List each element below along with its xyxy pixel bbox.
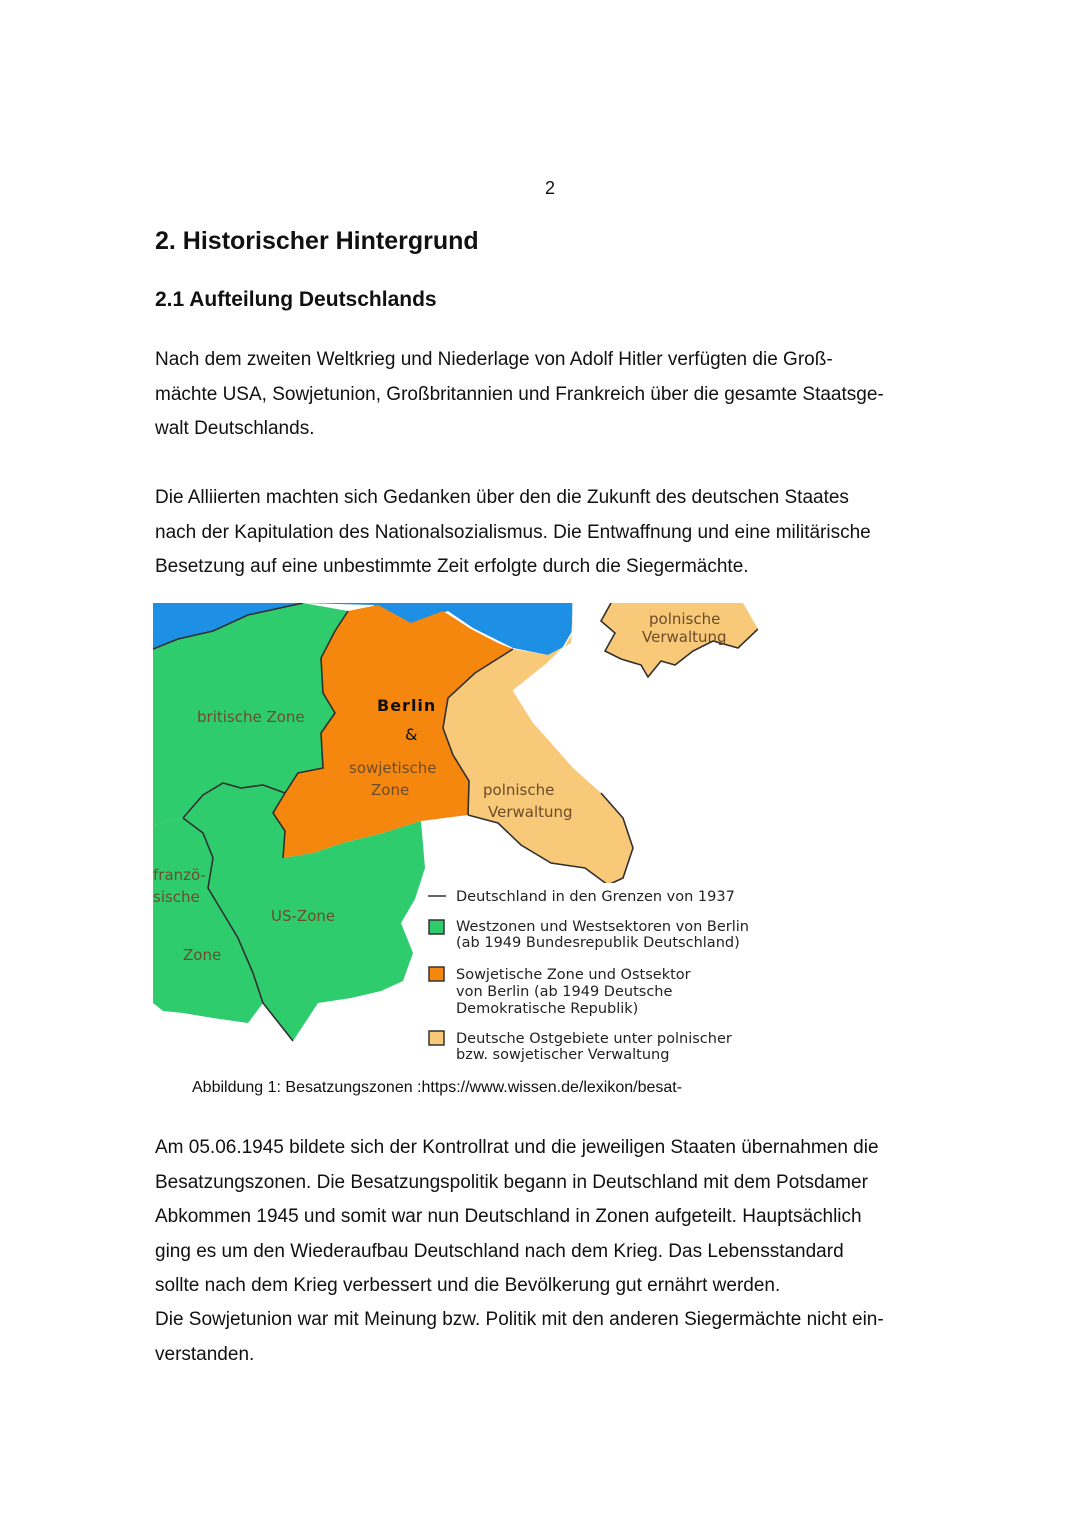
svg-text:&: & [405,725,418,744]
legend-east-swatch [429,1031,444,1045]
legend-west-swatch [429,920,444,934]
label-polish-mid-2: Verwaltung [488,803,573,821]
label-polish-mid-1: polnische [483,781,555,799]
paragraph-line: Nach dem zweiten Weltkrieg und Niederlage von Adolf Hitler verfügten die Groß- [155,349,833,370]
legend-border-text: Deutschland in den Grenzen von 1937 [456,889,735,905]
paragraph-line: Besatzungszonen. Die Besatzungspolitik begann in Deutschland mit dem Potsdamer [155,1171,868,1193]
legend-soviet-text-1: Sowjetische Zone und Ostsektor [456,967,691,983]
legend-east-text-2: bzw. sowjetischer Verwaltung [456,1047,670,1063]
legend-soviet-swatch [429,967,444,981]
occupation-zones-map [153,603,758,1065]
paragraph-line: Die Alliierten machten sich Gedanken über den die Zukunft des deutschen Staates [155,487,849,508]
map-legend [421,883,758,1065]
figure-caption: Abbildung 1: Besatzungszonen :https://www.wissen.de/lexikon/besat- [192,1079,683,1096]
paragraph-line: verstanden. [155,1343,255,1365]
berlin-marker [405,725,417,744]
label-polish-top-1: polnische [649,610,721,628]
section-heading: 2. Historischer Hintergrund [155,227,479,255]
legend-west-text-1: Westzonen und Westsektoren von Berlin [456,919,750,935]
page-number: 2 [544,178,555,198]
label-polish-top-2: Verwaltung [642,628,727,646]
legend-soviet-text-3: Demokratische Republik) [456,1001,639,1017]
paragraph-soviet-union [155,1303,945,1372]
paragraph-line: ging es um den Wiederaufbau Deutschland nach dem Krieg. Das Lebensstandard [155,1240,844,1262]
paragraph-line: Abkommen 1945 und somit war nun Deutschland in Zonen aufgeteilt. Hauptsächlich [155,1206,862,1228]
label-soviet-zone-1: sowjetische [349,759,437,777]
paragraph-line: walt Deutschlands. [155,418,315,440]
paragraph-allies [155,481,945,585]
paragraph-line: Die Sowjetunion war mit Meinung bzw. Politik mit den anderen Siegermächte nicht ein- [155,1309,884,1330]
label-berlin: Berlin [377,696,437,715]
subsection-heading: 2.1 Aufteilung Deutschlands [155,288,437,311]
label-french-2: sische [153,888,200,906]
paragraph-line: Am 05.06.1945 bildete sich der Kontrollrat und die jeweiligen Staaten übernahmen die [155,1137,879,1158]
paragraph-line: Besetzung auf eine unbestimmte Zeit erfolgte durch die Siegermächte. [155,556,749,578]
label-french-3: Zone [183,946,222,964]
legend-east-text-1: Deutsche Ostgebiete unter polnischer [456,1031,732,1047]
label-us-zone: US-Zone [271,907,336,925]
legend-west-text-2: (ab 1949 Bundesrepublik Deutschland) [456,935,740,951]
paragraph-control-council [155,1131,945,1304]
label-french-1: franzö- [153,866,206,884]
paragraph-line: sollte nach dem Krieg verbessert und die Bevölkerung gut ernährt werden. [155,1275,781,1297]
paragraph-intro [155,343,945,447]
label-british-zone: britische Zone [197,708,305,726]
paragraph-line: nach der Kapitulation des Nationalsozialismus. Die Entwaffnung und eine militärische [155,521,871,543]
legend-soviet-text-2: von Berlin (ab 1949 Deutsche [456,984,673,1000]
paragraph-line: mächte USA, Sowjetunion, Großbritannien und Frankreich über die gesamte Staatsge- [155,383,884,405]
label-soviet-zone-2: Zone [371,781,410,799]
